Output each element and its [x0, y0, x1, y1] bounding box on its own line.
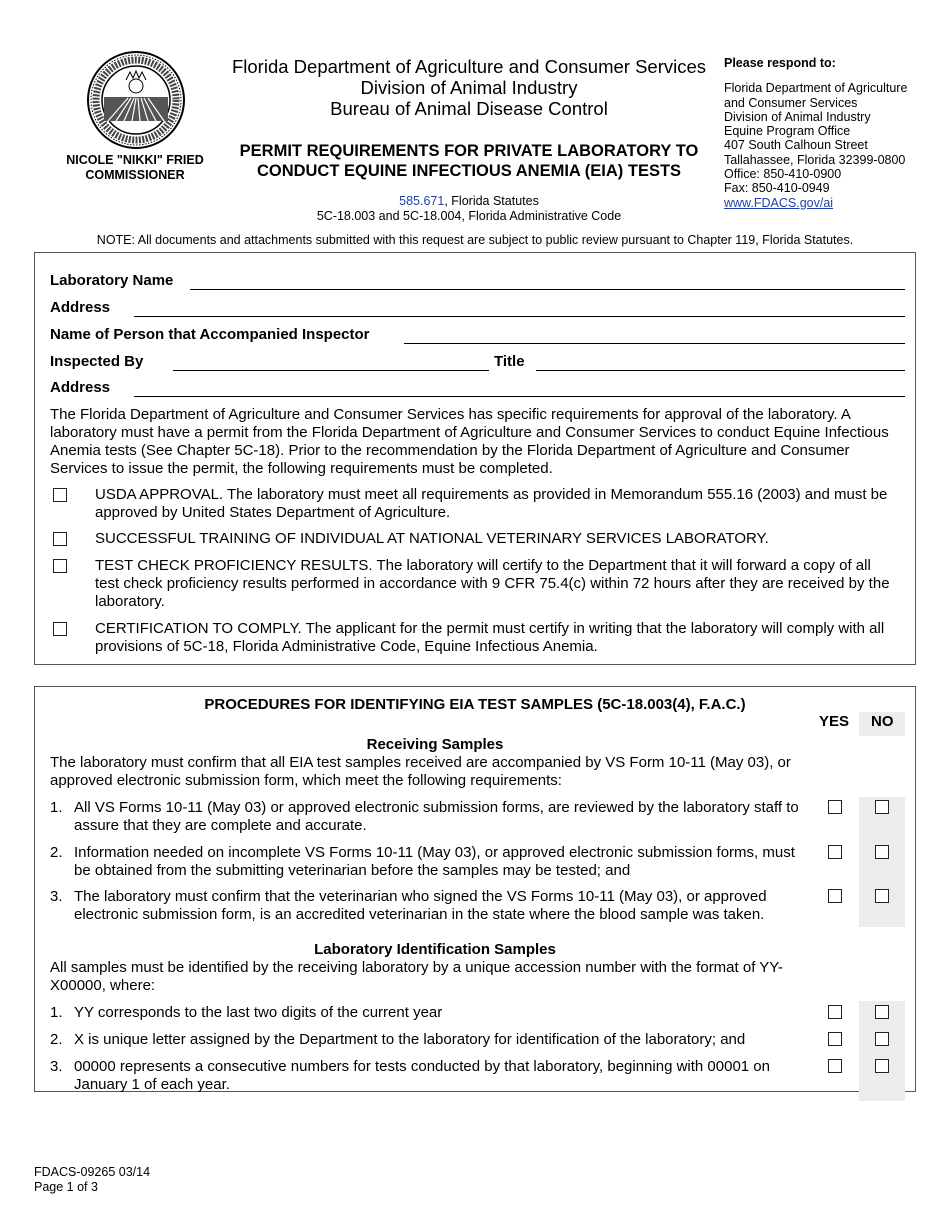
intro-paragraph: The Florida Department of Agriculture and Consumer Services has specific requirements for approval of the laboratory. A laboratory must have a permit from the Florida Department of Agriculture and Consumer Services to conduct Equine Infectious Anemia tests (See Chapter 5C-18). Prior to the recommendation by the Florida Department of Agriculture and Consumer Services to issue the permit, the following requirements must be completed.: [50, 406, 889, 477]
department-seal-logo: [86, 50, 186, 150]
receiving-samples-intro: The laboratory must confirm that all EIA test samples received are accompanied by VS Form 10-11 (May 03), or approved electronic submission form, which meet the following requirements:: [50, 754, 791, 789]
admin-code: 5C-18.003 and 5C-18.004, Florida Administrative Code: [316, 209, 622, 223]
address-field[interactable]: [134, 316, 905, 317]
title-field[interactable]: [536, 370, 905, 371]
commissioner-title: COMMISSIONER: [85, 168, 185, 182]
proficiency-checkbox[interactable]: [53, 559, 67, 573]
receiving-2-no-checkbox[interactable]: [875, 845, 889, 859]
lab-identification-intro: All samples must be identified by the receiving laboratory by a unique accession number with the format of YY-X00000, where:: [50, 959, 783, 994]
yes-column-header: YES: [819, 713, 850, 730]
requirement-certification: CERTIFICATION TO COMPLY. The applicant for the permit must certify in writing that the laboratory will comply with all provisions of 5C-18, Florida Administrative Code, Equine Infectious Anemia.: [95, 620, 885, 655]
receiving-item-text: All VS Forms 10-11 (May 03) or approved electronic submission forms, are reviewed by the laboratory staff to assure that they are complete and accurate.: [74, 799, 799, 834]
receiving-item-number: 1.: [50, 799, 63, 816]
form-footer: [34, 1165, 150, 1195]
title-label: Title: [494, 353, 525, 370]
lab-item-number: 3.: [50, 1058, 63, 1075]
receiving-item-text: Information needed on incomplete VS Forms 10-11 (May 03), or approved electronic submission forms, must be obtained from the submitting veterinarian before the samples may be tested; and: [74, 844, 795, 879]
receiving-item-number: 3.: [50, 888, 63, 905]
requirement-training: SUCCESSFUL TRAINING OF INDIVIDUAL AT NATIONAL VETERINARY SERVICES LABORATORY.: [95, 530, 769, 547]
lab-1-no-checkbox[interactable]: [875, 1005, 889, 1019]
procedures-title: PROCEDURES FOR IDENTIFYING EIA TEST SAMPLES (5C-18.003(4), F.A.C.): [204, 696, 746, 713]
receiving-item-text: The laboratory must confirm that the veterinarian who signed the VS Forms 10-11 (May 03), or approved electronic submission form, is an accredited veterinarian in the state where the blood sample was taken.: [74, 888, 767, 923]
form-number: FDACS-09265 03/14: [34, 1165, 151, 1179]
lab-item-text: X is unique letter assigned by the Department to the laboratory for identification of the laboratory; and: [74, 1031, 746, 1048]
agency-name: Florida Department of Agriculture and Consumer Services Division of Animal Industry Bureau of Animal Disease Control: [231, 56, 707, 119]
address-label: Address: [50, 299, 111, 316]
respond-to-block: Please respond to: Florida Department of Agriculture and Consumer Services Division of Animal Industry Equine Program Office 407 South Calhoun Street Tallahassee, Florida 32399-0800 Office: 850-410-0900 Fax: 850-410-0949 www.FDACS.gov/ai: [724, 56, 939, 210]
receiving-1-yes-checkbox[interactable]: [828, 800, 842, 814]
receiving-3-yes-checkbox[interactable]: [828, 889, 842, 903]
lab-item-text: 00000 represents a consecutive numbers for tests conducted by that laboratory, beginning with 00001 on January 1 of each year.: [74, 1058, 770, 1093]
receiving-samples-heading: Receiving Samples: [366, 736, 504, 753]
lab-3-yes-checkbox[interactable]: [828, 1059, 842, 1073]
inspected-by-field[interactable]: [173, 370, 489, 371]
lab-item-number: 2.: [50, 1031, 63, 1048]
form-title: PERMIT REQUIREMENTS FOR PRIVATE LABORATORY TO CONDUCT EQUINE INFECTIOUS ANEMIA (EIA) TESTS: [239, 142, 699, 180]
laboratory-info-section: [34, 252, 916, 665]
respond-title: Please respond to:: [724, 56, 836, 70]
address2-label: Address: [50, 379, 111, 396]
lab-name-field[interactable]: [190, 289, 905, 290]
lab-3-no-checkbox[interactable]: [875, 1059, 889, 1073]
receiving-item-number: 2.: [50, 844, 63, 861]
page-number: Page 1 of 3: [34, 1180, 98, 1194]
lab-item-number: 1.: [50, 1004, 63, 1021]
no-column-header: NO: [871, 713, 894, 730]
receiving-3-no-checkbox[interactable]: [875, 889, 889, 903]
inspected-by-label: Inspected By: [50, 353, 144, 370]
usda-approval-checkbox[interactable]: [53, 488, 67, 502]
website-link[interactable]: www.FDACS.gov/ai: [724, 195, 834, 210]
statute-references: 585.671, Florida Statutes 5C-18.003 and 5C-18.004, Florida Administrative Code: [222, 194, 716, 224]
lab-2-yes-checkbox[interactable]: [828, 1032, 842, 1046]
training-checkbox[interactable]: [53, 532, 67, 546]
accompanied-label: Name of Person that Accompanied Inspector: [50, 326, 370, 343]
lab-item-text: YY corresponds to the last two digits of the current year: [74, 1004, 443, 1021]
lab-name-label: Laboratory Name: [50, 272, 174, 289]
accompanied-field[interactable]: [404, 343, 905, 344]
commissioner-name: NICOLE "NIKKI" FRIED: [66, 153, 204, 167]
statute-link[interactable]: 585.671: [399, 194, 445, 208]
receiving-1-no-checkbox[interactable]: [875, 800, 889, 814]
lab-1-yes-checkbox[interactable]: [828, 1005, 842, 1019]
no-column-shade: [859, 797, 905, 927]
public-records-note: NOTE: All documents and attachments submitted with this request are subject to public review pursuant to Chapter 119, Florida Statutes.: [96, 233, 854, 247]
receiving-2-yes-checkbox[interactable]: [828, 845, 842, 859]
address2-field[interactable]: [134, 396, 905, 397]
requirement-usda-approval: USDA APPROVAL. The laboratory must meet all requirements as provided in Memorandum 555.16 (2003) and must be approved by United States Department of Agriculture.: [95, 486, 888, 521]
requirement-proficiency: TEST CHECK PROFICIENCY RESULTS. The laboratory will certify to the Department that it will forward a copy of all test check proficiency results performed in accordance with 9 CFR 75.4(c) within 72 hours after they are received by the laboratory.: [95, 557, 890, 610]
certification-checkbox[interactable]: [53, 622, 67, 636]
lab-identification-heading: Laboratory Identification Samples: [314, 941, 556, 958]
procedures-section: [34, 686, 916, 1092]
lab-2-no-checkbox[interactable]: [875, 1032, 889, 1046]
